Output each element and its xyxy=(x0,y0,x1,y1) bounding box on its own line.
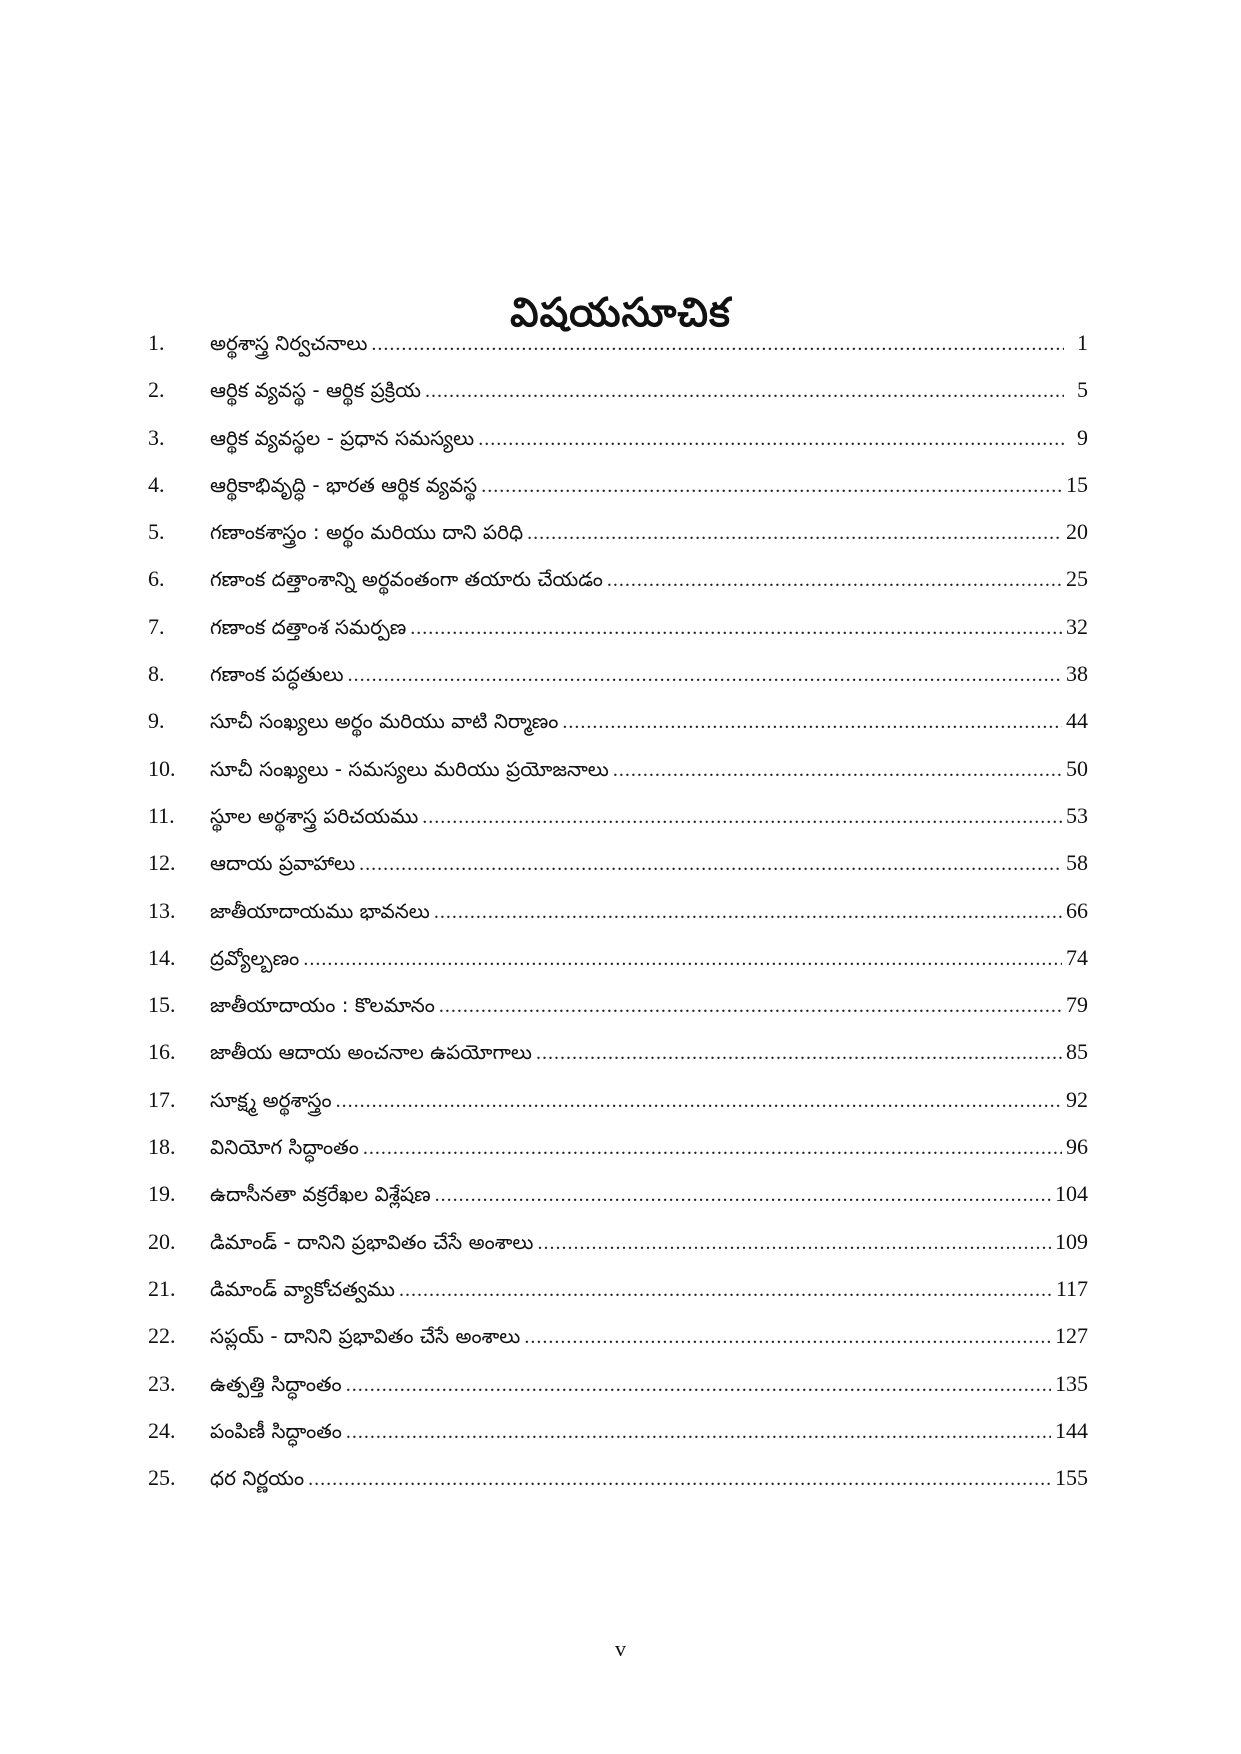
toc-entry-title: ఆర్థిక వ్యవస్థ - ఆర్థిక ప్రక్రియ xyxy=(210,378,421,403)
toc-entry-title: గణాంక దత్తాంశ సమర్పణ xyxy=(210,614,407,639)
toc-entry-page: 20 xyxy=(1066,519,1088,545)
toc-entry xyxy=(148,1080,1088,1127)
toc-entry-page: 92 xyxy=(1066,1086,1088,1112)
toc-entry-number: 18. xyxy=(148,1134,176,1160)
toc-entry-number: 23. xyxy=(148,1370,176,1396)
dot-leader xyxy=(524,1317,1051,1357)
dot-leader xyxy=(607,560,1062,600)
dot-leader xyxy=(303,939,1062,979)
toc-entry xyxy=(148,701,1088,748)
toc-entry xyxy=(148,1458,1088,1505)
toc-entry-page: 135 xyxy=(1055,1370,1088,1396)
toc-entry-page: 5 xyxy=(1077,377,1088,403)
dot-leader xyxy=(537,1223,1051,1263)
page-footer xyxy=(0,1636,1241,1662)
dot-leader xyxy=(363,1128,1062,1168)
dot-leader xyxy=(536,1033,1062,1073)
toc-entry-page: 53 xyxy=(1066,802,1088,828)
toc-entry-number: 4. xyxy=(148,471,165,497)
dot-leader xyxy=(371,324,1064,364)
toc-entry-title: వినియోగ సిద్ధాంతం xyxy=(210,1135,359,1160)
toc-entry-number: 7. xyxy=(148,613,165,639)
toc-entry-page: 127 xyxy=(1055,1323,1088,1349)
dot-leader xyxy=(435,1175,1051,1215)
toc-entry-page: 74 xyxy=(1066,944,1088,970)
dot-leader xyxy=(346,1412,1051,1452)
toc-entry-title: ద్రవ్యోల్బణం xyxy=(210,945,300,970)
toc-entry-number: 11. xyxy=(148,802,175,828)
toc-entry xyxy=(148,891,1088,938)
dot-leader xyxy=(399,1270,1052,1310)
dot-leader xyxy=(348,655,1062,695)
toc-entry-title: ఆర్థిక వ్యవస్థల - ప్రధాన సమస్యలు xyxy=(210,425,475,450)
toc-entry-number: 20. xyxy=(148,1228,176,1254)
dot-leader xyxy=(346,1365,1051,1405)
page-number-label: v xyxy=(615,1636,626,1661)
toc-entry-page: 79 xyxy=(1066,992,1088,1018)
toc-entry-title: ఆదాయ ప్రవాహాలు xyxy=(210,851,356,876)
toc-entry xyxy=(148,323,1088,370)
dot-leader xyxy=(434,892,1062,932)
toc-entry-page: 85 xyxy=(1066,1039,1088,1065)
toc-entry-page: 117 xyxy=(1055,1275,1088,1301)
toc-entry xyxy=(148,843,1088,890)
toc-entry-title: గణాంక పద్ధతులు xyxy=(210,662,344,687)
toc-entry xyxy=(148,796,1088,843)
toc-entry-title: డిమాండ్ - దానిని ప్రభావితం చేసే అంశాలు xyxy=(210,1229,534,1254)
toc-entry-page: 32 xyxy=(1066,613,1088,639)
toc-entry-page: 44 xyxy=(1066,708,1088,734)
toc-entry-title: జాతీయ ఆదాయ అంచనాల ఉపయోగాలు xyxy=(210,1040,532,1065)
toc-entry-page: 96 xyxy=(1066,1134,1088,1160)
toc-entry-number: 21. xyxy=(148,1275,176,1301)
toc-entry xyxy=(148,370,1088,417)
toc-entry xyxy=(148,938,1088,985)
toc-entry-number: 12. xyxy=(148,850,176,876)
toc-entry-number: 13. xyxy=(148,897,176,923)
toc-entry-title: జాతీయాదాయము భావనలు xyxy=(210,898,430,923)
toc-entry-number: 24. xyxy=(148,1417,176,1443)
page-title: విషయసూచిక xyxy=(510,289,731,336)
toc-entry-page: 15 xyxy=(1066,471,1088,497)
toc-entry-number: 8. xyxy=(148,661,165,687)
toc-entry xyxy=(148,465,1088,512)
toc-entry xyxy=(148,559,1088,606)
toc-entry xyxy=(148,1411,1088,1458)
toc-entry-number: 10. xyxy=(148,755,176,781)
toc-entry-number: 17. xyxy=(148,1086,176,1112)
toc-entry xyxy=(148,1316,1088,1363)
toc-entry xyxy=(148,1174,1088,1221)
toc-entry-page: 58 xyxy=(1066,850,1088,876)
toc-entry-title: స్థూల అర్థశాస్త్ర పరిచయము xyxy=(210,803,419,828)
toc-entry-page: 155 xyxy=(1055,1465,1088,1491)
toc-entry-number: 9. xyxy=(148,708,165,734)
toc-entry xyxy=(148,749,1088,796)
toc-entry-number: 19. xyxy=(148,1181,176,1207)
toc-entry-number: 3. xyxy=(148,424,165,450)
dot-leader xyxy=(336,1081,1062,1121)
toc-entry-title: సూచీ సంఖ్యలు అర్థం మరియు వాటి నిర్మాణం xyxy=(210,709,559,734)
toc-entry xyxy=(148,1032,1088,1079)
toc-entry-title: డిమాండ్ వ్యాకోచత్వము xyxy=(210,1276,395,1301)
toc-entry xyxy=(148,1269,1088,1316)
dot-leader xyxy=(478,419,1064,459)
toc-entry-number: 1. xyxy=(148,330,165,355)
toc-entry xyxy=(148,1364,1088,1411)
toc-entry xyxy=(148,1222,1088,1269)
toc-entry-title: పంపిణీ సిద్ధాంతం xyxy=(210,1418,342,1443)
dot-leader xyxy=(410,608,1062,648)
toc-entry-title: ధర నిర్ణయం xyxy=(210,1466,305,1491)
toc-entry-title: గణాంక దత్తాంశాన్ని అర్థవంతంగా తయారు చేయడం xyxy=(210,567,603,592)
dot-leader xyxy=(481,466,1062,506)
dot-leader xyxy=(439,986,1062,1026)
dot-leader xyxy=(422,797,1062,837)
dot-leader xyxy=(562,702,1062,742)
toc-entry-title: ఉదాసీనతా వక్రరేఖల విశ్లేషణ xyxy=(210,1182,431,1207)
toc-entry-page: 25 xyxy=(1066,566,1088,592)
toc-entry-page: 66 xyxy=(1066,897,1088,923)
toc-entry-number: 16. xyxy=(148,1039,176,1065)
toc-entry-title: సూక్ష్మ అర్థశాస్త్రం xyxy=(210,1087,332,1112)
toc-entry-number: 22. xyxy=(148,1323,176,1349)
toc-entry-page: 1 xyxy=(1077,330,1088,355)
dot-leader xyxy=(359,844,1062,884)
toc-entry xyxy=(148,654,1088,701)
toc-entry-number: 25. xyxy=(148,1465,176,1491)
toc-entry xyxy=(148,1127,1088,1174)
toc-entry-number: 14. xyxy=(148,944,176,970)
toc-entry-title: గణాంకశాస్త్రం : అర్థం మరియు దాని పరిధి xyxy=(210,520,524,545)
dot-leader xyxy=(527,513,1062,553)
toc-entry-number: 6. xyxy=(148,566,165,592)
dot-leader xyxy=(613,750,1062,790)
toc-entry-page: 144 xyxy=(1055,1417,1088,1443)
toc-entry-page: 109 xyxy=(1055,1228,1088,1254)
dot-leader xyxy=(308,1459,1051,1499)
toc-entry-title: ఉత్పత్తి సిద్ధాంతం xyxy=(210,1371,342,1396)
toc-entry xyxy=(148,418,1088,465)
toc-entry xyxy=(148,607,1088,654)
toc-entry-page: 104 xyxy=(1055,1181,1088,1207)
toc-entry-page: 50 xyxy=(1066,755,1088,781)
toc-entry-number: 2. xyxy=(148,377,165,403)
toc-entry-number: 15. xyxy=(148,992,176,1018)
toc-entry-page: 38 xyxy=(1066,661,1088,687)
toc-entry-title: అర్థశాస్త్ర నిర్వచనాలు xyxy=(210,331,368,355)
toc-entry-title: సప్లయ్ - దానిని ప్రభావితం చేసే అంశాలు xyxy=(210,1324,521,1349)
table-of-contents xyxy=(148,323,1088,1505)
toc-entry-page: 9 xyxy=(1077,424,1088,450)
toc-entry xyxy=(148,512,1088,559)
toc-entry-title: ఆర్థికాభివృద్ధి - భారత ఆర్థిక వ్యవస్థ xyxy=(210,472,478,497)
toc-entry-title: జాతీయాదాయం : కొలమానం xyxy=(210,993,435,1018)
dot-leader xyxy=(425,371,1064,411)
toc-entry-title: సూచీ సంఖ్యలు - సమస్యలు మరియు ప్రయోజనాలు xyxy=(210,756,609,781)
toc-entry xyxy=(148,985,1088,1032)
toc-entry-number: 5. xyxy=(148,519,165,545)
